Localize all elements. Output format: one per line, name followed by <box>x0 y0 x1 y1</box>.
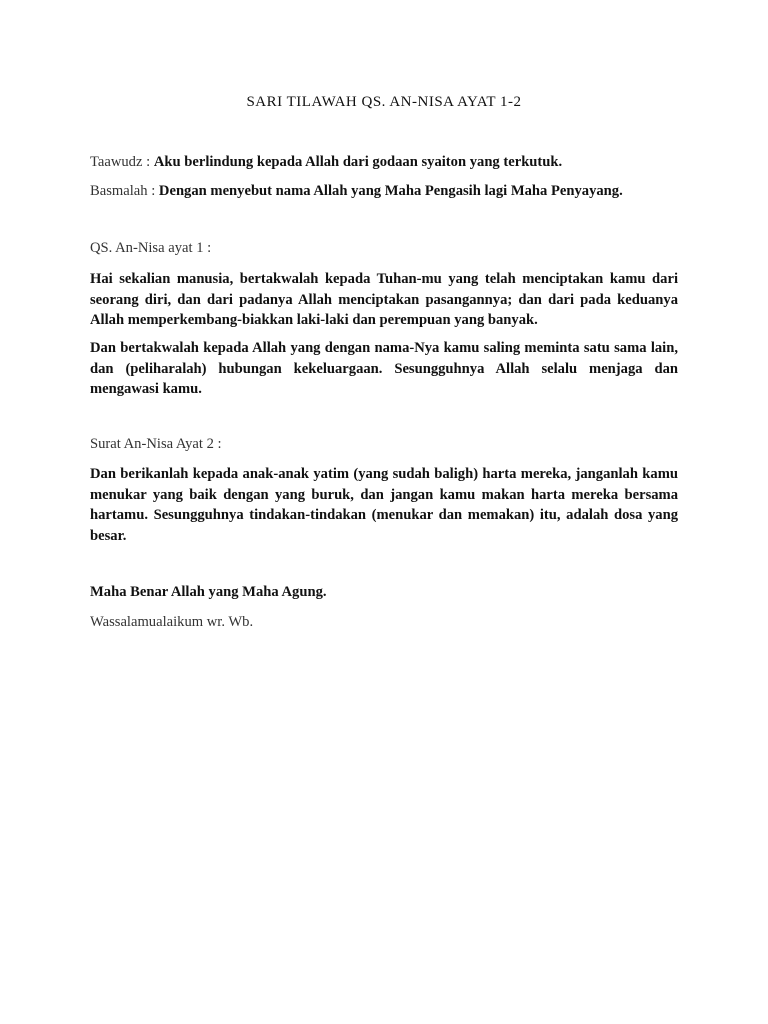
basmalah-label: Basmalah : <box>90 183 156 199</box>
ayat1-paragraph-2: Dan bertakwalah kepada Allah yang dengan nama-Nya kamu saling meminta satu sama lain, dan (peliharalah) hubungan kekeluargaan. Sesungguhnya Allah selalu menjaga dan mengawasi kamu. <box>90 340 678 397</box>
basmalah-text: Dengan menyebut nama Allah yang Maha Pengasih lagi Maha Penyayang. <box>158 183 623 199</box>
salam-line: Wassalamualaikum wr. Wb. <box>90 614 254 630</box>
ayat2-paragraph: Dan berikanlah kepada anak-anak yatim (yang sudah baligh) harta mereka, janganlah kamu menukar yang baik dengan yang buruk, dan jangan kamu makan harta mereka bersama hartamu. Sesungguhnya tindakan-tindakan (menukar dan memakan) itu, adalah dosa yang besar. <box>90 466 678 544</box>
ayat1-paragraph-1: Hai sekalian manusia, bertakwalah kepada Tuhan-mu yang telah menciptakan kamu dari seorang diri, dan dari padanya Allah menciptakan pasangannya; dan dari pada keduanya Allah memperkembang-biakkan laki-laki dan perempuan yang banyak. <box>90 271 678 328</box>
taawudz-line <box>90 152 678 172</box>
taawudz-text: Aku berlindung kepada Allah dari godaan syaiton yang terkutuk. <box>153 154 563 170</box>
page-title: SARI TILAWAH QS. AN-NISA AYAT 1-2 <box>246 94 522 110</box>
taawudz-label: Taawudz : <box>90 154 151 170</box>
ayat1-heading: QS. An-Nisa ayat 1 : <box>90 240 212 256</box>
basmalah-line <box>90 181 678 201</box>
closing-line: Maha Benar Allah yang Maha Agung. <box>90 584 327 600</box>
ayat2-heading: Surat An-Nisa Ayat 2 : <box>90 436 222 452</box>
